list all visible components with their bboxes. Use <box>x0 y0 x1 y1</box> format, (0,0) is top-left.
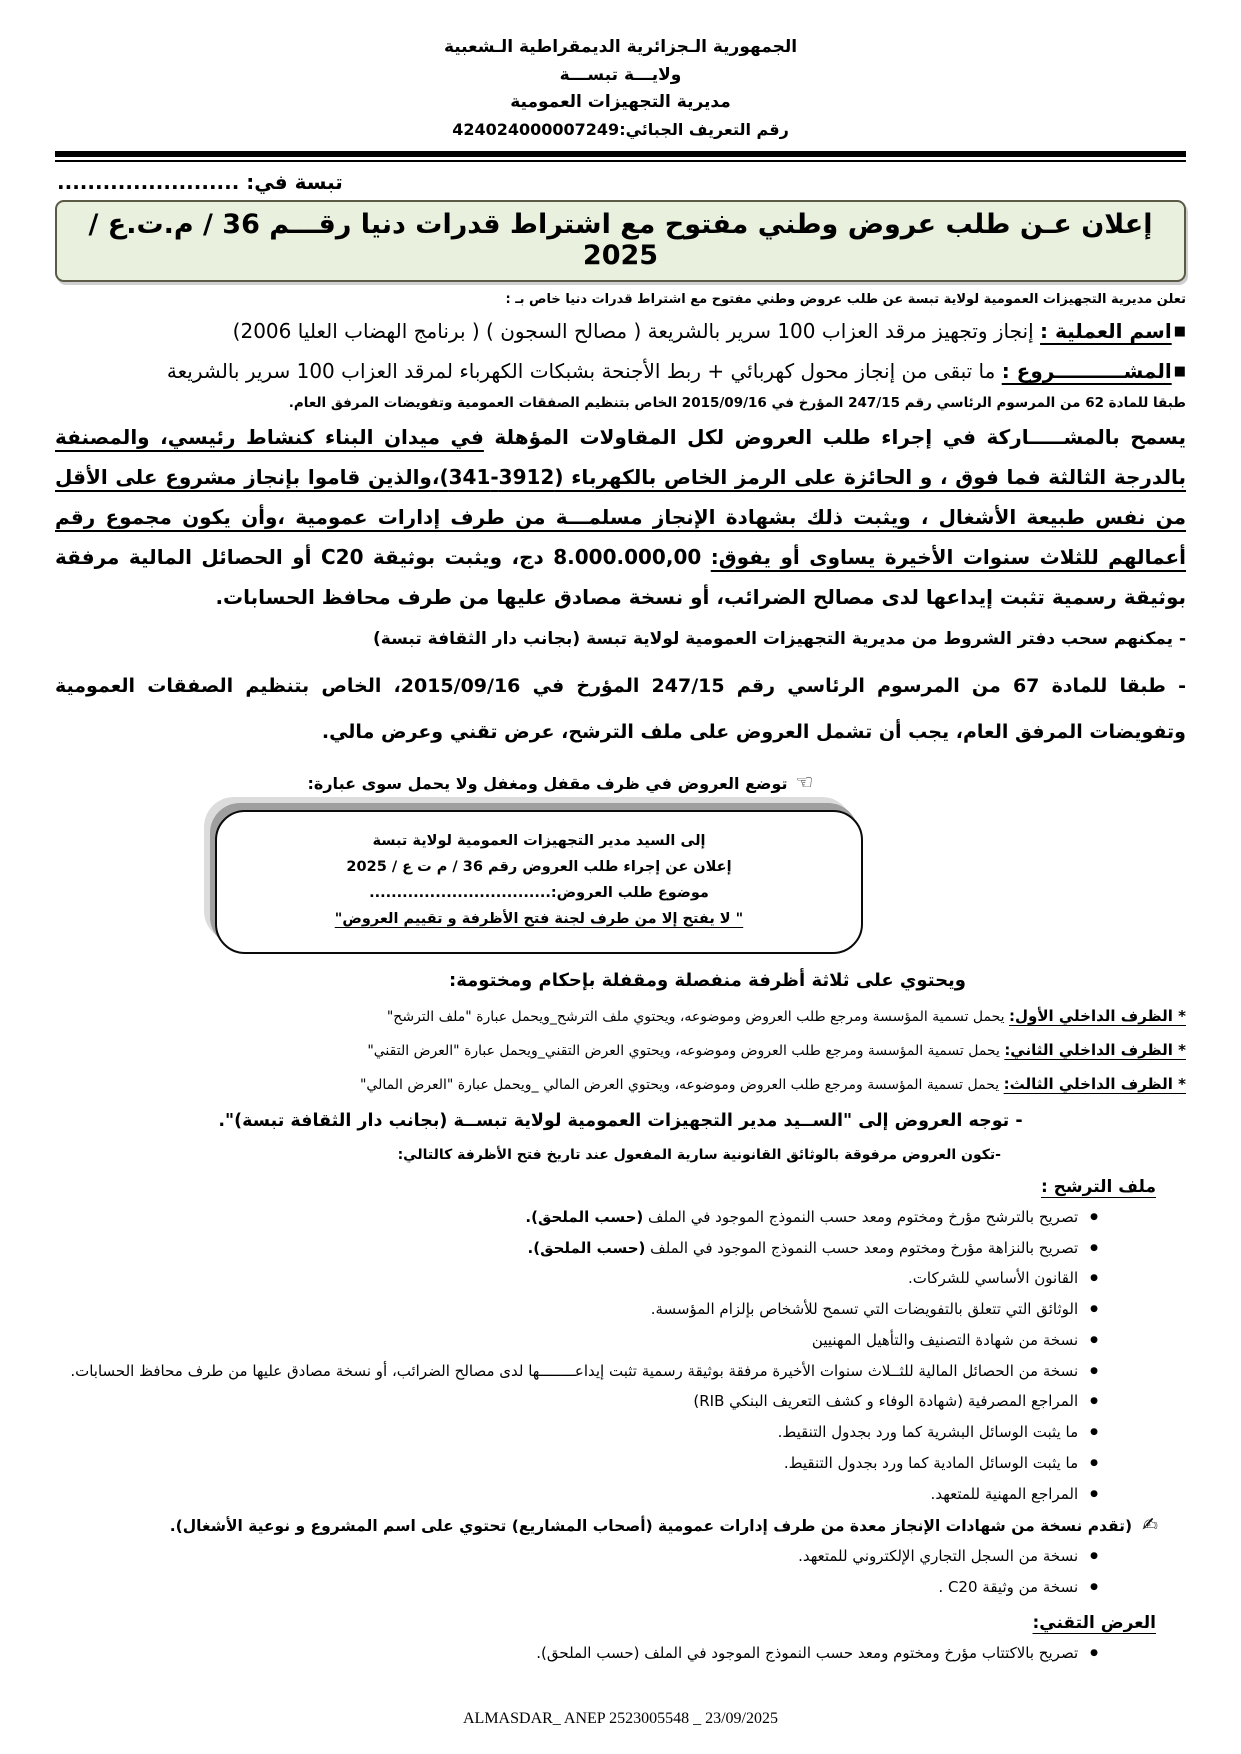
list-item: ● المراجع المهنية للمتعهد. <box>55 1484 1098 1506</box>
offers-address-line: - توجه العروض إلى "الســيد مدير التجهيزات العمومية لولاية تبســة (بجانب دار الثقافة تبسة)". <box>218 1110 1023 1131</box>
eligibility-paragraph <box>55 417 1186 617</box>
sealed-envelope-note <box>55 770 1186 794</box>
inner-envelope-text: يحمل تسمية المؤسسة ومرجع طلب العروض وموضوعه، ويحتوي العرض المالي _ويحمل عبارة "العرض المالي" <box>359 1076 1004 1093</box>
list-item: ● ما يثبت الوسائل البشرية كما ورد بجدول التنقيط. <box>55 1422 1098 1444</box>
eligibility-underlined-segment: في ميدان البناء كنشاط رئيسي، والمصنفة بالدرجة الثالثة فما فوق ، و الحائزة على الرمز الخاص بالكهرباء (3912-341)،والذين قاموا بإنجاز مشروع على الأقل من نفس طبيعة الأشغال ، ويثبت ذلك بشهادة الإنجاز مسلمـــة من طرف إدارات عمومية ،وأن يكون مجموع رقم أعمالهم للثلاث سنوات الأخيرة يساوى أو يفوق: <box>55 424 1186 569</box>
project-text: ما تبقى من إنجاز محول كهربائي + ربط الأجنحة بشبكات الكهرباء لمرقد العزاب 100 سرير بالشريعة <box>166 358 1002 383</box>
directorate-line: مديرية التجهيزات العمومية <box>510 92 731 113</box>
sealed-envelope-note-text: توضع العروض في ظرف مقفل ومغفل ولا يحمل سوى عبارة: <box>307 773 788 793</box>
list-item: ● المراجع المصرفية (شهادة الوفاء و كشف التعريف البنكي RIB) <box>55 1391 1098 1413</box>
list-item: ● تصريح بالاكتتاب مؤرخ ومختوم ومعد حسب النموذج الموجود في الملف (حسب الملحق). <box>55 1643 1098 1665</box>
list-item: ● نسخة من الحصائل المالية للثــلاث سنوات الأخيرة مرفقة بوثيقة رسمية تثبت إيداعــــــــها لدى مصالح الضرائب، أو نسخة مصادق عليها من طرف محافظ الحسابات. <box>55 1361 1098 1383</box>
inner-envelope-label: * الظرف الداخلي الثاني: <box>1004 1040 1186 1059</box>
writing-hand-icon: ✍ <box>1142 1514 1158 1537</box>
withdraw-specifications-line: - يمكنهم سحب دفتر الشروط من مديرية التجهيزات العمومية لولاية تبسة (بجانب دار الثقافة تبسة) <box>373 628 1186 649</box>
inner-envelope-line <box>55 1041 1186 1059</box>
achievement-certificates-text: (تقدم نسخة من شهادات الإنجاز معدة من طرف إدارات عمومية (أصحاب المشاريع) تحتوي على اسم المشروع و نوعية الأشغال). <box>169 1517 1133 1536</box>
list-item: ● القانون الأساسي للشركات. <box>55 1268 1098 1290</box>
list-item: ● تصريح بالنزاهة مؤرخ ومختوم ومعد حسب النموذج الموجود في الملف (حسب الملحق). <box>55 1238 1098 1260</box>
announcement-title-box <box>55 200 1186 282</box>
technical-offer-list <box>55 1643 1098 1665</box>
tax-id-line: رقم التعريف الجبائي:424024000007249 <box>452 119 789 139</box>
operation-label: اسم العملية : <box>1040 318 1172 343</box>
inner-envelope-text: يحمل تسمية المؤسسة ومرجع طلب العروض وموضوعه، ويحتوي العرض التقني_ويحمل عبارة "العرض التقني" <box>367 1042 1005 1059</box>
list-item: ● نسخة من وثيقة C20 . <box>55 1577 1098 1599</box>
envelope-addressee: إلى السيد مدير التجهيزات العمومية لولاية تبسة <box>372 832 706 849</box>
project-label: المشــــــــــروع : <box>1001 358 1172 383</box>
list-item: ● تصريح بالترشح مؤرخ ومختوم ومعد حسب النموذج الموجود في الملف (حسب الملحق). <box>55 1207 1098 1229</box>
operation-line <box>55 316 1186 347</box>
inner-envelope-label: * الظرف الداخلي الأول: <box>1009 1006 1186 1025</box>
operation-text: إنجاز وتجهيز مرقد العزاب 100 سرير بالشريعة ( مصالح السجون ) ( برنامج الهضاب العليا 2006) <box>232 318 1041 343</box>
article-67-paragraph: - طبقا للمادة 67 من المرسوم الرئاسي رقم 247/15 المؤرخ في 2015/09/16، الخاص بتنظيم الصفقات العمومية وتفويضات المرفق العام، يجب أن تشمل العروض على ملف الترشح، عرض تقني وعرض مالي. <box>55 674 1187 744</box>
candidacy-file-heading: ملف الترشح : <box>1040 1176 1156 1197</box>
documents-intro: -تكون العروض مرفوقة بالوثائق القانونية سارية المفعول عند تاريخ فتح الأظرفة كالتالي: <box>397 1146 1001 1163</box>
republic-title: الجمهورية الـجزائرية الديمقراطية الـشعبية <box>443 37 798 57</box>
achievement-certificates-note <box>55 1514 1158 1536</box>
pointing-hand-icon: ☜ <box>795 769 814 794</box>
list-item: ● نسخة من شهادة التصنيف والتأهيل المهنيين <box>55 1330 1098 1352</box>
footer-reference: ALMASDAR_ ANEP 2523005548 _ 23/09/2025 <box>463 1710 778 1727</box>
inner-envelope-label: * الظرف الداخلي الثالث: <box>1003 1074 1186 1093</box>
extra-documents-list <box>55 1546 1098 1599</box>
inner-envelope-line <box>55 1075 1186 1093</box>
list-item: ● الوثائق التي تتعلق بالتفويضات التي تسمح للأشخاص بإلزام المؤسسة. <box>55 1299 1098 1321</box>
technical-offer-heading: العرض التقني: <box>1032 1612 1156 1633</box>
square-bullet-icon: ■ <box>1173 323 1186 339</box>
double-rule-divider <box>55 151 1186 162</box>
letterhead <box>55 34 1186 143</box>
list-item: ● ما يثبت الوسائل المادية كما ورد بجدول التنقيط. <box>55 1453 1098 1475</box>
list-item: ● نسخة من السجل التجاري الإلكتروني للمتعهد. <box>55 1546 1098 1568</box>
eligibility-amount-segment: 8.000.000,00 دج، ويثبت بوثيقة C20 أو الحصائل المالية مرفقة بوثيقة رسمية تثبت إيداعها لدى مصالح الضرائب، أو نسخة مصادق عليها من طرف محافظ الحسابات. <box>55 544 1186 609</box>
project-line <box>55 356 1186 387</box>
announcement-title: إعلان عـن طلب عروض وطني مفتوح مع اشتراط قدرات دنيا رقـــم 36 / م.ت.ع / 2025 <box>88 208 1153 271</box>
envelope-subject: موضوع طلب العروض:................................. <box>369 884 709 901</box>
square-bullet-icon: ■ <box>1173 363 1186 379</box>
inner-envelope-line <box>55 1007 1186 1025</box>
envelope-warning: " لا يفتح إلا من طرف لجنة فتح الأظرفة و تقييم العروض" <box>334 910 744 927</box>
envelope-announcement-ref: إعلان عن إجراء طلب العروض رقم 36 / م ت ع / 2025 <box>346 858 732 875</box>
date-line: تبسة في: ........................ <box>57 169 343 194</box>
envelope-box <box>215 810 863 954</box>
intro-line: تعلن مديرية التجهيزات العمومية لولاية تبسة عن طلب عروض وطني مفتوح مع اشتراط قدرات دنيا خاص بـ : <box>505 291 1186 307</box>
three-envelopes-heading: ويحتوي على ثلاثة أظرفة منفصلة ومقفلة بإحكام ومختومة: <box>449 969 966 991</box>
inner-envelope-text: يحمل تسمية المؤسسة ومرجع طلب العروض وموضوعه، ويحتوي ملف الترشح_ويحمل عبارة "ملف الترشح" <box>386 1008 1009 1025</box>
eligibility-segment: يسمح بالمشـــــاركة في إجراء طلب العروض لكل المقاولات المؤهلة <box>483 424 1186 449</box>
article-62-note: طبقا للمادة 62 من المرسوم الرئاسي رقم 247/15 المؤرخ في 2015/09/16 الخاص بتنظيم الصفقات العمومية وتفويضات المرفق العام. <box>288 394 1186 411</box>
wilaya-line: ولايـــة تبســـة <box>559 64 682 85</box>
candidacy-file-list <box>55 1207 1098 1506</box>
